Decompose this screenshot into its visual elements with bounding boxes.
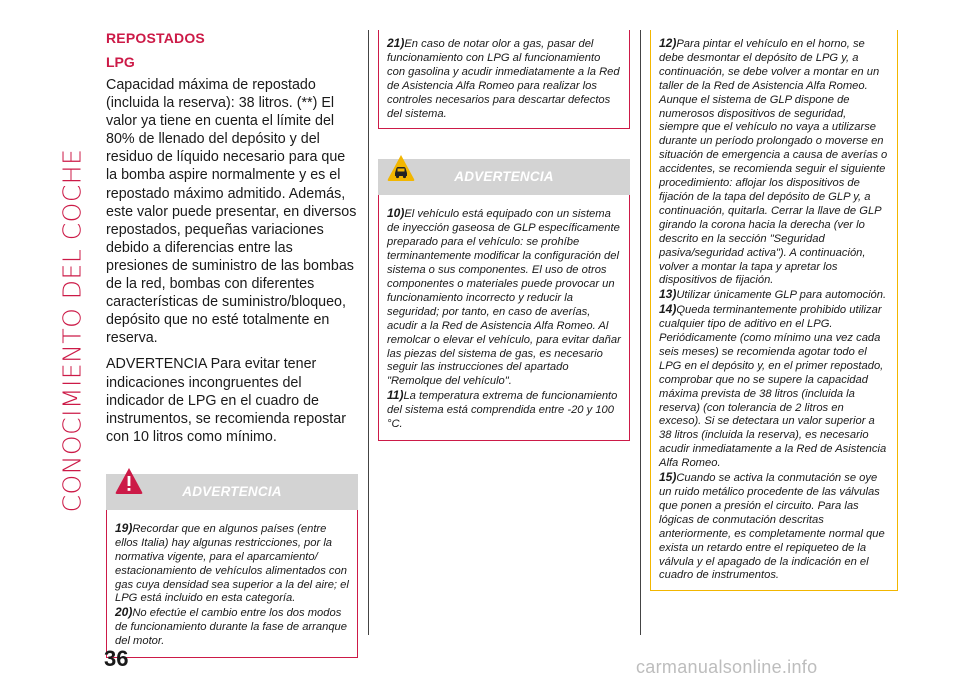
- note-number: 11): [387, 388, 404, 403]
- note-item: [387, 37, 621, 121]
- note-text: Recordar que en algunos países (entre ellos Italia) hay algunas restricciones, por la normativa vigente, para el aparcamiento/ estacionamiento de vehículos alimentados con gas cuya densidad sea superior a la del aire; el LPG está incluido en esta categoría.: [115, 522, 349, 605]
- column-divider-2: [640, 30, 641, 635]
- column-2: [378, 30, 630, 441]
- body-paragraph-2: ADVERTENCIA Para evitar tener indicaciones incongruentes del indicador de LPG en el cuadro de instrumentos, se recomienda repostar con 10 litros como mínimo.: [106, 356, 346, 445]
- note-text: El vehículo está equipado con un sistema de inyección gaseosa de GLP específicamente preparado para el vehículo: se prohíbe terminantemente modificar la configuración del sistema o sus componentes. El uso de otros componentes o materiales puede provocar un funcionamiento incorrecto y reducir la seguridad; por tanto, en caso de averías, acudir a la Red de Asistencia Alfa Romeo. Al remolcar o elevar el vehículo, para evitar dañar las piezas del sistema de gas, es necesario seguir las instrucciones del apartado "Remolque del vehículo".: [387, 208, 621, 388]
- note-text: Queda terminantemente prohibido utilizar cualquier tipo de aditivo en el LPG. Periódicamente (como mínimo una vez cada seis meses) se recomienda agotar todo el LPG en el depósito y, en el primer repostado, comprobar que no se supere la capacidad máxima prevista de 38 litros (incluida la reserva) (con tolerancia de 2 litros en exceso). Si se detectara un valor superior a 38 litros (incluida la reserva), es necesario acudir inmediatamente a la Red de Asistencia Alfa Romeo.: [659, 304, 887, 470]
- note-text: La temperatura extrema de funcionamiento del sistema está comprendida entre -20 y 100 °C.: [387, 390, 618, 431]
- note-item: [659, 471, 889, 583]
- subsection-title: LPG: [106, 54, 135, 70]
- note-text: Utilizar únicamente GLP para automoción.: [676, 289, 887, 302]
- note-item: [659, 37, 889, 288]
- column-divider-1: [368, 30, 369, 635]
- note-text: Cuando se activa la conmutación se oye un ruido metálico procedente de las válvulas que ponen a presión el circuito. Para las lógicas de conmutación descritas anteriormente, es completamente normal que exista un retardo entre el repiqueteo de la válvula y el apagado de la indicación en el cuadro de instrumentos.: [659, 472, 885, 582]
- note-number: 12): [659, 36, 677, 50]
- note-box-21: [378, 30, 630, 129]
- note-item: [115, 606, 349, 649]
- note-text: Para pintar el vehículo en el horno, se debe desmontar el depósito de LPG y, a continuación, se debe volver a montar en un taller de la Red de Asistencia Alfa Romeo. Aunque el sistema de GLP dispone de numerosos dispositivos de seguridad, siempre que el vehículo no vaya a utilizarse durante un período prolongado o moverse en situación de emergencia a causa de averías o accidentes, se recomienda seguir el siguiente procedimiento: aflojar los dispositivos de fijación de la tapa del depósito de GLP y, a continuación, quitarla. Cerrar la llave de GLP girando la corona hacia la derecha (ver lo descrito en la sección "Seguridad pasiva/seguridad activa"). A continuación, volver a montar la tapa y apretar los dispositivos de fijación.: [659, 38, 888, 287]
- note-number: 19): [115, 520, 133, 535]
- warning-box: [378, 195, 630, 441]
- note-number: 13): [659, 287, 677, 302]
- side-section-title-text: CONOCIMIENTO DEL COCHE: [57, 148, 87, 512]
- column-3: [650, 30, 898, 591]
- note-item: [387, 207, 621, 389]
- note-item: [115, 522, 349, 606]
- side-section-title: [52, 30, 92, 630]
- note-item: [387, 389, 621, 432]
- note-number: 14): [659, 302, 677, 317]
- note-number: 15): [659, 470, 677, 485]
- warning-box: [106, 510, 358, 658]
- column-1: [106, 30, 358, 658]
- note-number: 21): [387, 36, 405, 50]
- section-title: REPOSTADOS: [106, 30, 205, 46]
- note-item: [659, 288, 889, 303]
- note-number: 20): [115, 605, 133, 620]
- body-paragraph-1: Capacidad máxima de repostado (incluida la reserva): 38 litros. (**) El valor ya tiene en cuenta el límite del 80% de llenado del depósito y del residuo de líquido necesario para que la bomba aspire normalmente y es el repostado máximo admitido. Además, este valor puede presentar, en diversos repostados, pequeñas variaciones debido a diferencias entre las presiones de suministro de las bombas de la red, bombas con diferentes características de suministro/bloqueo, depósito que no esté totalmente en reserva.: [106, 77, 357, 347]
- note-item: [659, 303, 889, 471]
- note-box-12-15: [650, 30, 898, 591]
- watermark: carmanualsonline.info: [636, 657, 818, 677]
- note-number: 10): [387, 206, 405, 221]
- warning-header: [106, 474, 358, 510]
- warning-label: ADVERTENCIA: [454, 169, 554, 185]
- note-text: En caso de notar olor a gas, pasar del funcionamiento con LPG al funcionamiento con gasolina y acudir inmediatamente a la Red de Asistencia Alfa Romeo para realizar los controles necesarios para descartar defectos del sistema.: [387, 38, 620, 120]
- warning-header: [378, 159, 630, 195]
- page-number: 36: [104, 646, 129, 671]
- warning-label: ADVERTENCIA: [182, 483, 282, 499]
- note-text: No efectúe el cambio entre los dos modos de funcionamiento durante la fase de arranque del motor.: [115, 607, 347, 648]
